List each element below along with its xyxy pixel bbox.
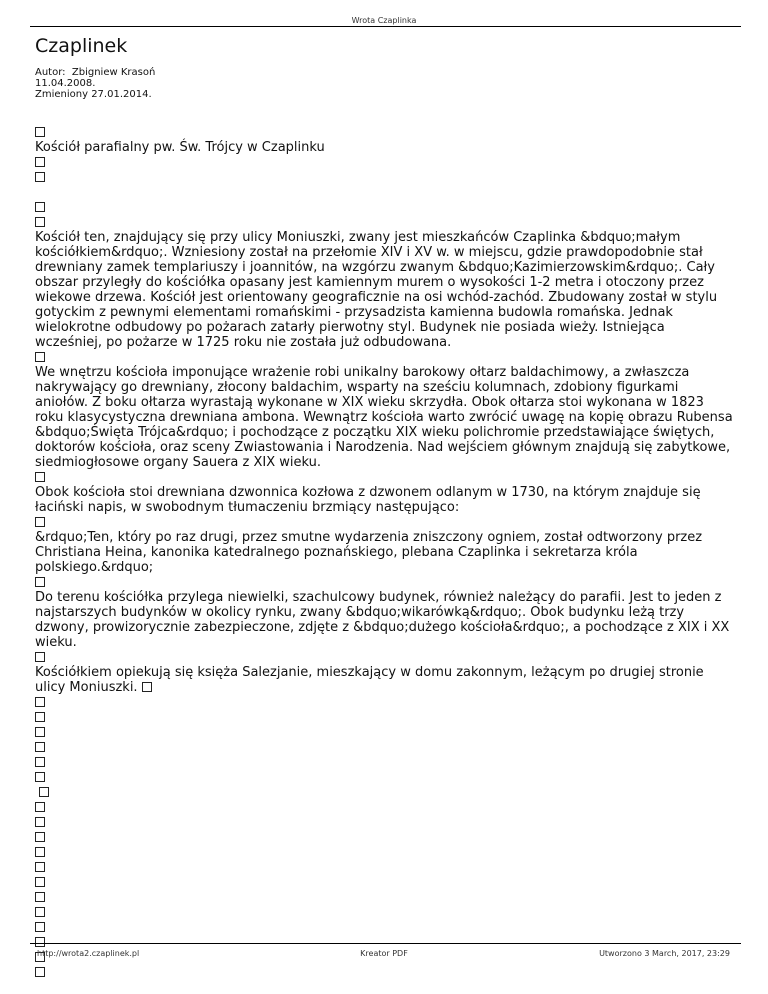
paragraph: &rdquo;Ten, który po raz drugi, przez smutne wydarzenia zniszczony ogniem, został odtworzony przez Christiana Heina, kanonika katedralnego poznańskiego, plebana Czaplinka i sekretarza króla polskiego.&rdquo;	[35, 530, 703, 575]
article-heading: Kościół parafialny pw. Św. Trójcy w Czaplinku	[35, 140, 325, 155]
missing-glyph-icon	[35, 577, 45, 587]
missing-glyph-icon	[35, 757, 45, 767]
missing-glyph-icon	[35, 877, 45, 887]
missing-glyph-icon	[142, 682, 152, 692]
footer-divider	[30, 943, 741, 944]
author-line	[35, 67, 735, 78]
footer-creator: Kreator PDF	[360, 949, 408, 958]
missing-glyph-icon	[35, 727, 45, 737]
paragraph: Kościół ten, znajdujący się przy ulicy Moniuszki, zwany jest mieszkańców Czaplinka &bdquo;małym kościółkiem&rdquo;. Wzniesiony został na przełomie XIV i XV w. w miejscu, gdzie prawdopodobnie stał drewniany zamek templariuszy i joannitów, na wzgórzu zwanym &bdquo;Kazimierzowskim&rdquo;. Cały obszar przyległy do kościółka opasany jest kamiennym murem o wysokości 1-2 metra i otoczony przez wiekowe drzewa. Kościół jest orientowany geograficznie na osi wchód-zachód. Zbudowany został w stylu gotyckim z pewnymi elementami romańskimi - przysadzista kamienna budowla romańska. Jednak wielokrotne odbudowy po pożarach zatarły pierwotny styl. Budynek nie posiada wieży. Istniejąca wcześniej, po pożarze w 1725 roku nie została już odbudowana.	[35, 230, 718, 350]
document-content	[35, 34, 735, 980]
author-name: Zbigniew Krasoń	[71, 67, 156, 78]
missing-glyph-icon	[35, 202, 45, 212]
page-footer	[0, 949, 768, 969]
author-label: Autor:	[35, 67, 66, 78]
missing-glyph-icon	[35, 472, 45, 482]
missing-glyph-icon	[35, 817, 45, 827]
footer-url: http://wrota2.czaplinek.pl	[37, 949, 140, 958]
missing-glyph-icon	[35, 832, 45, 842]
missing-glyph-icon	[35, 697, 45, 707]
missing-glyph-icon	[35, 352, 45, 362]
missing-glyph-icon	[35, 802, 45, 812]
missing-glyph-icon	[35, 892, 45, 902]
missing-glyph-icon	[35, 652, 45, 662]
paragraph: Do terenu kościółka przylega niewielki, szachulcowy budynek, również należący do parafii. Jest to jeden z najstarszych budynków w okolicy rynku, zwany &bdquo;wikarówką&rdquo;. Obok budynku leżą trzy dzwony, prowizorycznie zabezpieczone, zdjęte z &bdquo;dużego kościoła&rdquo;, a pochodzące z XIX i XX wieku.	[35, 590, 730, 650]
paragraph-text: Kościółkiem opiekują się księża Salezjanie, mieszkający w domu zakonnym, leżącym po drugiej stronie ulicy Moniuszki.	[35, 665, 704, 695]
missing-glyph-icon	[35, 517, 45, 527]
missing-glyph-icon	[35, 712, 45, 722]
missing-glyph-icon	[35, 847, 45, 857]
missing-glyph-icon	[35, 217, 45, 227]
missing-glyph-icon	[35, 772, 45, 782]
paragraph-last	[35, 665, 735, 695]
page-title: Czaplinek	[35, 35, 128, 57]
header-divider	[30, 26, 741, 27]
header-site-title: Wrota Czaplinka	[351, 16, 417, 25]
missing-glyph-icon	[35, 937, 45, 947]
missing-glyph-icon	[39, 787, 49, 797]
paragraph: Obok kościoła stoi drewniana dzwonnica kozłowa z dzwonem odlanym w 1730, na którym znajduje się łaciński napis, w swobodnym tłumaczeniu brzmiący następująco:	[35, 485, 701, 515]
missing-glyph-icon	[35, 907, 45, 917]
modified-date: Zmieniony 27.01.2014.	[35, 89, 152, 100]
publish-date: 11.04.2008.	[35, 78, 96, 89]
document-meta	[35, 67, 735, 100]
article-body	[35, 125, 735, 980]
paragraph: We wnętrzu kościoła imponujące wrażenie robi unikalny barokowy ołtarz baldachimowy, a zwłaszcza nakrywający go drewniany, złocony baldachim, wsparty na sześciu kolumnach, zdobiony figurkami aniołów. Z boku ołtarza wyrastają wykonane w XIX wieku skrzydła. Obok ołtarza stoi wykonana w 1823 roku klasycystyczna drewniana ambona. Wewnątrz kościoła warto zwrócić uwagę na kopię obrazu Rubensa &bdquo;Święta Trójca&rdquo; i pochodzące z początku XIX wieku polichromie przedstawiające świętych, doktorów kościoła, oraz sceny Zwiastowania i Narodzenia. Nad wejściem głównym znajdują się zabytkowe, siedmiogłosowe organy Sauera z XIX wieku.	[35, 365, 733, 470]
missing-glyph-icon	[35, 922, 45, 932]
missing-glyph-icon	[35, 172, 45, 182]
footer-generated-date: Utworzono 3 March, 2017, 23:29	[599, 949, 730, 958]
missing-glyph-icon	[35, 742, 45, 752]
missing-glyph-icon	[35, 157, 45, 167]
missing-glyph-icon	[35, 127, 45, 137]
missing-glyph-icon	[35, 862, 45, 872]
